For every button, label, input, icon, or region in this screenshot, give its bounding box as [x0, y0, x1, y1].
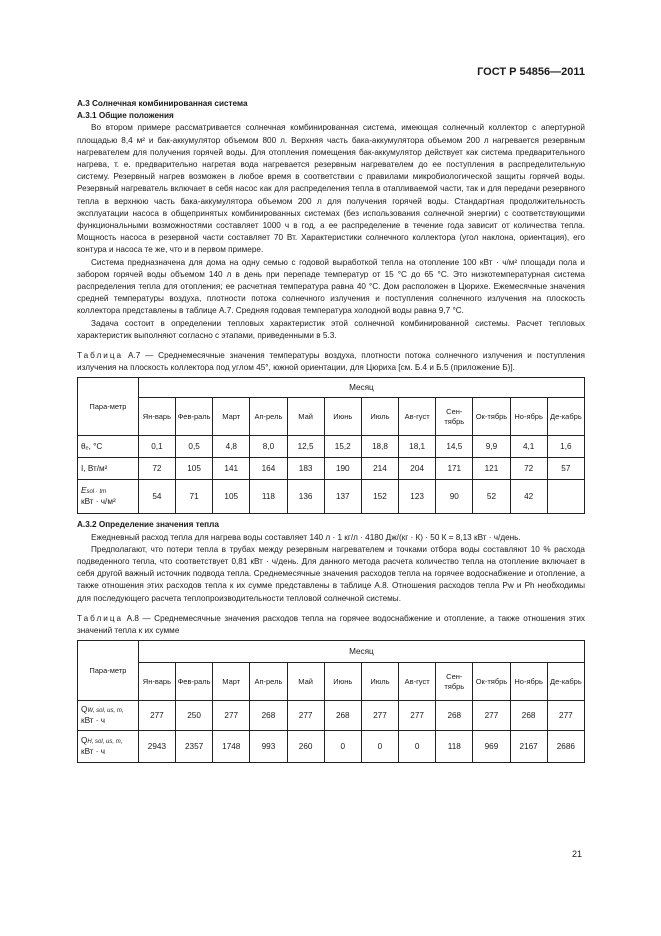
table-a8 [77, 640, 585, 763]
month-cell: Де-кабрь [547, 663, 584, 701]
row-label: θₑ, °С [78, 436, 139, 458]
table-cell: 0 [324, 731, 361, 763]
table-cell: 54 [138, 480, 175, 514]
table-cell: 2943 [138, 731, 175, 763]
row-label-subscript: H, sol, us, m, [87, 739, 123, 746]
month-cell: Июнь [324, 663, 361, 701]
table-cell: 71 [176, 480, 213, 514]
table-cell: 4,8 [213, 436, 250, 458]
table-cell: 42 [510, 480, 547, 514]
table-cell: 268 [324, 701, 361, 731]
table-cell: 90 [436, 480, 473, 514]
table-caption-text: А.7 — Среднемесячные значения температуры воздуха, плотности потока солнечного излучения и поступления излучения на плоскость коллектора под углом 45°, южной ориентации, для Цюриха [см. Б.4 и Б.5 (приложение Б)]. [77, 351, 585, 373]
param-header: Пара-метр [78, 378, 139, 436]
table-cell: 171 [436, 458, 473, 480]
month-cell: Но-ябрь [510, 398, 547, 436]
table-cell: 190 [324, 458, 361, 480]
month-cell: Фев-раль [176, 398, 213, 436]
document-code: ГОСТ Р 54856—2011 [477, 66, 585, 78]
month-cell: Март [213, 398, 250, 436]
table-cell: 9,9 [473, 436, 510, 458]
table-cell: 72 [510, 458, 547, 480]
section-a32-title: А.3.2 Определение значения тепла [77, 520, 219, 530]
table-cell: 118 [250, 480, 287, 514]
month-header: Месяц [138, 378, 584, 398]
month-cell: Ян-варь [138, 398, 175, 436]
row-label-subscript: sol · tm [86, 489, 107, 496]
month-cell: Ав-густ [399, 663, 436, 701]
month-cell: Сен-тябрь [436, 398, 473, 436]
table-cell: 969 [473, 731, 510, 763]
month-cell: Ап-рель [250, 398, 287, 436]
table-cell: 72 [138, 458, 175, 480]
table-cell: 0 [399, 731, 436, 763]
table-cell: 52 [473, 480, 510, 514]
table-cell: 268 [436, 701, 473, 731]
table-cell: 0,5 [176, 436, 213, 458]
table-row [78, 480, 585, 514]
month-cell: Май [287, 398, 324, 436]
table-cell: 8,0 [250, 436, 287, 458]
month-cell: Де-кабрь [547, 398, 584, 436]
table-cell: 277 [399, 701, 436, 731]
table-cell: 277 [287, 701, 324, 731]
table-cell: 136 [287, 480, 324, 514]
table-cell: 12,5 [287, 436, 324, 458]
row-label-unit: кВт · ч [81, 716, 106, 726]
table-cell: 152 [361, 480, 398, 514]
row-label [78, 731, 139, 763]
table-cell: 57 [547, 458, 584, 480]
month-cell: Ян-варь [138, 663, 175, 701]
table-cell: 123 [399, 480, 436, 514]
table-cell [547, 480, 584, 514]
paragraph: Задача состоит в определении тепловых характеристик этой солнечной комбинированной системы. Расчет тепловых характеристик выполняют согласно с этапами, приведенными в 5.3. [77, 318, 585, 340]
month-cell: Май [287, 663, 324, 701]
month-cell: Март [213, 663, 250, 701]
table-caption-text: А.8 — Среднемесячные значения расходов тепла на горячее водоснабжение и отопление, а также отношения этих значений тепла к их сумме [77, 613, 585, 636]
row-label-unit: кВт · ч [81, 747, 106, 757]
month-cell: Ап-рель [250, 663, 287, 701]
row-label-subscript: W, sol, us, m, [87, 708, 124, 715]
table-cell: 277 [138, 701, 175, 731]
table-label: Таблица [77, 613, 124, 623]
param-header: Пара-метр [78, 641, 139, 701]
table-cell: 2167 [510, 731, 547, 763]
paragraph: Предполагают, что потери тепла в трубах между резервным нагревателем и точками отбора воды составляют 10 % расхода подведенного тепла, что соответствует 0,81 кВт · ч/день. Для данного метода расчета количество тепла на отопление включает в себя другой важный источник подвода тепла. Среднемесячные значения расходов тепла на горячее водоснабжение и отопление, а также отношения этих расходов тепла к их сумме представлены в таблице А.8. Отношения расходов тепла Pw и Ph необходимы для последующего расчета теплопроизводительности тепловой солнечной системы. [77, 544, 585, 603]
page-number: 21 [571, 849, 582, 859]
row-label [78, 480, 139, 514]
table-cell: 4,1 [510, 436, 547, 458]
table-cell: 268 [510, 701, 547, 731]
table-cell: 277 [213, 701, 250, 731]
row-label: I, Вт/м² [78, 458, 139, 480]
table-row [78, 731, 585, 763]
table-cell: 268 [250, 701, 287, 731]
month-cell: Сен-тябрь [436, 663, 473, 701]
table-cell: 277 [473, 701, 510, 731]
table-row [78, 436, 585, 458]
table-cell: 15,2 [324, 436, 361, 458]
page-content [77, 98, 585, 763]
month-cell: Ок-тябрь [473, 663, 510, 701]
month-cell: Июнь [324, 398, 361, 436]
month-cell: Июль [361, 663, 398, 701]
table-label: Таблица [77, 351, 124, 361]
month-cell: Ок-тябрь [473, 398, 510, 436]
table-cell: 14,5 [436, 436, 473, 458]
row-label-main: E [81, 486, 87, 496]
table-cell: 993 [250, 731, 287, 763]
table-cell: 118 [436, 731, 473, 763]
table-cell: 105 [176, 458, 213, 480]
table-cell: 1748 [213, 731, 250, 763]
table-cell: 277 [361, 701, 398, 731]
section-a3-title: А.3 Солнечная комбинированная система [77, 99, 248, 108]
table-cell: 18,8 [361, 436, 398, 458]
table-cell: 277 [547, 701, 584, 731]
row-label [78, 701, 139, 731]
table-cell: 18,1 [399, 436, 436, 458]
month-cell: Ав-густ [399, 398, 436, 436]
row-label-main: Q [81, 705, 88, 715]
table-cell: 1,6 [547, 436, 584, 458]
table-cell: 260 [287, 731, 324, 763]
table-cell: 183 [287, 458, 324, 480]
paragraph: Ежедневный расход тепла для нагрева воды составляет 140 л · 1 кг/л · 4180 Дж/(кг · К) · 50 К = 8,13 кВт · ч/день. [91, 532, 521, 542]
table-cell: 141 [213, 458, 250, 480]
month-cell: Фев-раль [176, 663, 213, 701]
table-cell: 250 [176, 701, 213, 731]
table-cell: 137 [324, 480, 361, 514]
row-label-main: Q [81, 736, 88, 746]
table-cell: 2357 [176, 731, 213, 763]
paragraph: Система предназначена для дома на одну семью с годовой выработкой тепла на отопление 100 кВт · ч/м² площади пола и забором горячей воды объемом 140 л в день при перепаде температур от 15 °С до 65 °С. Это низкотемпературная система распределения тепла для отопления; ее расчетная температура равна 40 °С. Дом расположен в Цюрихе. Ежемесячные значения средней температуры воздуха, плотности потока солнечного излучения и поступления солнечного излучения на плоскость коллектора представлены в таблице А.7. Средняя годовая температура холодной воды равна 9,7 °С. [77, 257, 585, 316]
table-row [78, 458, 585, 480]
month-cell: Июль [361, 398, 398, 436]
table-cell: 105 [213, 480, 250, 514]
table-cell: 214 [361, 458, 398, 480]
table-cell: 2686 [547, 731, 584, 763]
table-a7 [77, 377, 585, 514]
section-a31-title: А.3.1 Общие положения [77, 111, 174, 121]
month-cell: Но-ябрь [510, 663, 547, 701]
month-header: Месяц [138, 641, 584, 663]
row-label-unit: кВт · ч/м² [81, 497, 116, 507]
table-cell: 0,1 [138, 436, 175, 458]
table-cell: 204 [399, 458, 436, 480]
table-cell: 121 [473, 458, 510, 480]
table-cell: 164 [250, 458, 287, 480]
paragraph: Во втором примере рассматривается солнечная комбинированная система, имеющая солнечный коллектор с апертурной площадью 8,4 м² и бак-аккумулятор объемом 800 л. Верхняя часть бака-аккумулятора объемом 200 л нагревается резервным нагревателем для получения горячей воды. Для отопления помещения бак-аккумулятор действует как система предварительного нагрева, т. е. предварительно нагретая вода нагревается резервным нагревателем до ее поступления в распределительную систему. Резервный нагрев возможен в любое время в соответствии с правилами микробиологической защиты горячей воды. Резервный нагреватель включает в себя насос как для распределения тепла в отапливаемой части, так и для передачи резервного тепла в верхнюю часть бака-аккумулятора объемом 200 л для получения горячей воды. Стандартная продолжительность эксплуатации насоса в общепринятых комбинированных системах (без использования солнечной энергии) с соответствующими функциональными возможностями составляет 1000 ч в год, а ее распределение в течение года зависит от количества тепла. Мощность насоса в резервной части составляет 70 Вт. Характеристики солнечного коллектора (угол наклона, ориентация), его контура и насоса те же, что и в первом примере. [77, 123, 585, 255]
table-row [78, 701, 585, 731]
table-a7-caption [77, 350, 585, 374]
table-cell: 0 [361, 731, 398, 763]
table-a8-caption [77, 613, 585, 637]
